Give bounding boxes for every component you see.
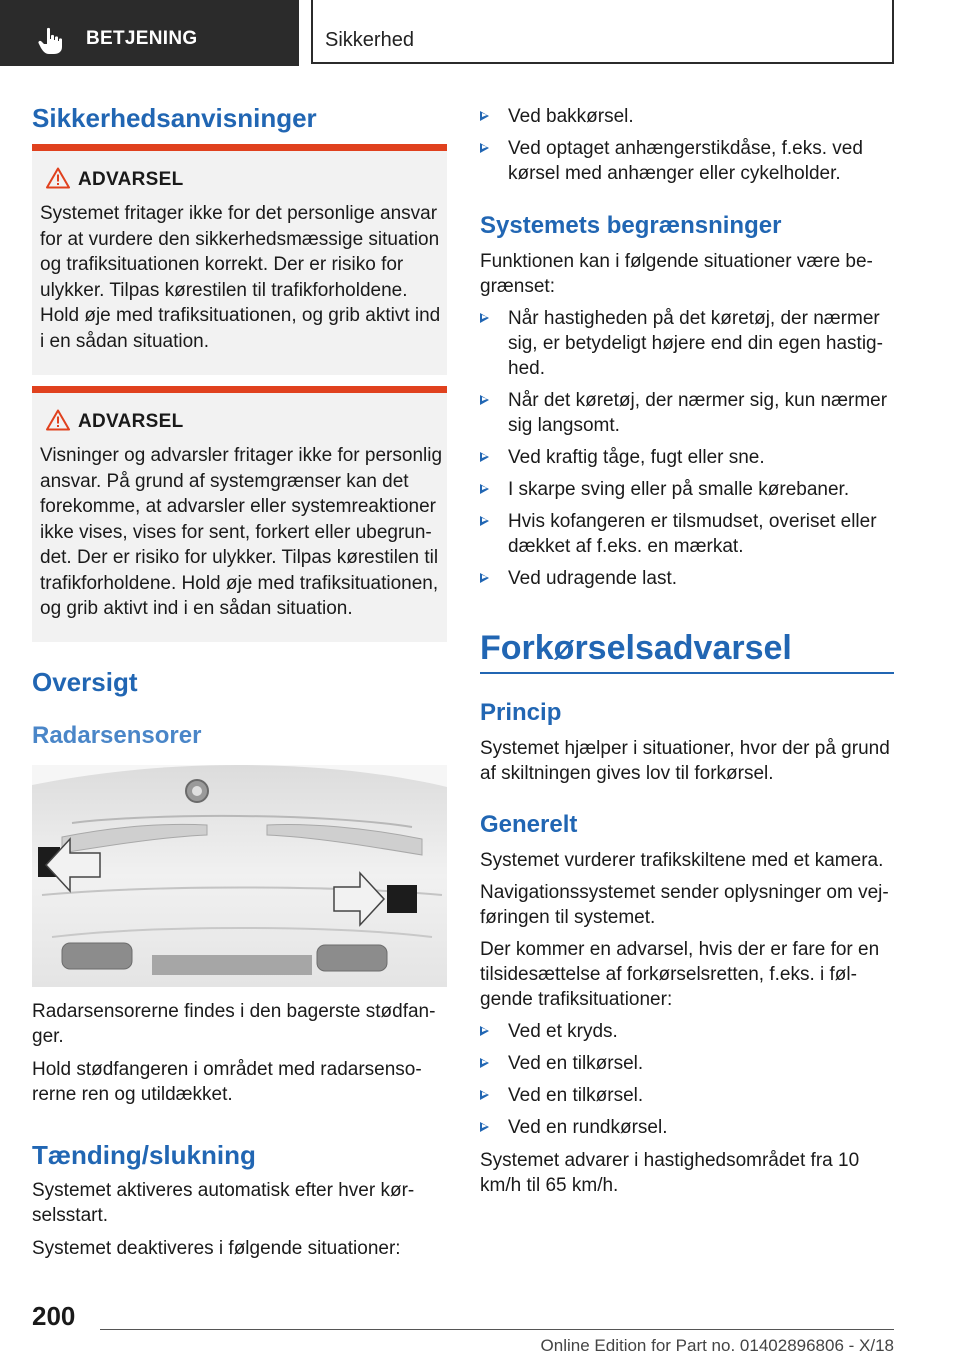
general-list [480,1019,894,1147]
page-number: 200 [32,1301,76,1331]
on-off-text-1: Systemet aktiveres automatisk efter hver kør-selsstart. [32,1180,415,1226]
triangle-bullet-icon [480,484,489,494]
list-item: Ved optaget anhængerstikdåse, f.eks. ved kørsel med anhænger eller cykelholder. [480,136,894,186]
list-item: Når det køretøj, der nærmer sig, kun nærmer sig langsomt. [480,388,894,438]
warning-text: Visninger og advarsler fritager ikke for personlig ansvar. På grund af systemgrænser kan det forekomme, at advarsler eller systemreaktioner ikke vises, vises for sent, forkert eller ubegrun-det. Der er risiko for ulykker. Tilpas kørestilen til trafikforholdene. Hold øje med trafiksituationen, og grib aktivt ind i en sådan situation. [40,445,443,619]
limits-intro: Funktionen kan i følgende situationer være be-grænset: [480,251,873,297]
triangle-bullet-icon [480,573,489,583]
list-item: Ved et kryds. [480,1019,894,1044]
warning-label: ADVARSEL [78,411,184,432]
header-section-label: BETJENING [86,28,198,49]
heading-overview: Oversigt [32,667,138,697]
header-title: Sikkerhed [325,29,414,51]
radar-sensor-illustration [32,765,447,987]
triangle-bullet-icon [480,1122,489,1132]
list-item: Ved bakkørsel. [480,104,894,129]
triangle-bullet-icon [480,1090,489,1100]
triangle-bullet-icon [480,516,489,526]
deactivate-list [480,104,894,193]
list-item: Hvis kofangeren er tilsmudset, overiset eller dækket af f.eks. en mærkat. [480,509,894,559]
warning-icon [46,167,70,189]
list-item: Når hastigheden på det køretøj, der nærmer sig, er betydeligt højere end din egen hastig-hed. [480,306,894,381]
general-text-2: Navigationssystemet sender oplysninger om vej-føringen til systemet. [480,882,889,928]
radar-text-1: Radarsensorerne findes i den bagerste stødfan-ger. [32,1001,436,1047]
triangle-bullet-icon [480,1026,489,1036]
triangle-bullet-icon [480,143,489,153]
principle-text: Systemet hjælper i situationer, hvor der på grund af skiltningen gives lov til forkørsel. [480,738,890,784]
heading-radar: Radarsensorer [32,722,202,749]
heading-underline [480,672,894,674]
triangle-bullet-icon [480,111,489,121]
speed-text: Systemet advarer i hastighedsområdet fra 10 km/h til 65 km/h. [480,1150,860,1196]
warning-box-2 [32,386,447,642]
warning-icon [46,409,70,431]
heading-priority-warning: Forkørselsadvarsel [480,629,792,667]
triangle-bullet-icon [480,1058,489,1068]
heading-general: Generelt [480,811,578,838]
hand-icon [38,27,64,55]
triangle-bullet-icon [480,313,489,323]
on-off-text-2: Systemet deaktiveres i følgende situationer: [32,1238,401,1259]
list-item: Ved en tilkørsel. [480,1051,894,1076]
heading-on-off: Tænding/slukning [32,1140,256,1170]
footer-edition: Online Edition for Part no. 01402896806 - X/18 [540,1336,894,1355]
list-item: Ved en rundkørsel. [480,1115,894,1140]
triangle-bullet-icon [480,452,489,462]
general-text-1: Systemet vurderer trafikskiltene med et kamera. [480,850,884,871]
warning-label: ADVARSEL [78,169,184,190]
heading-limits: Systemets begrænsninger [480,212,782,239]
limits-list [480,306,894,598]
warning-text: Systemet fritager ikke for det personlige ansvar for at vurdere den sikkerhedsmæssige situation og trafiksituationen korrekt. Der er risiko for ulykker. Tilpas kørestilen til trafikforholdene. Hold øje med trafiksituationen, og grib aktivt ind i en sådan situation. [40,203,441,352]
list-item: Ved udragende last. [480,566,894,591]
list-item: Ved kraftig tåge, fugt eller sne. [480,445,894,470]
footer-rule [100,1329,894,1330]
heading-safety: Sikkerhedsanvisninger [32,103,317,133]
triangle-bullet-icon [480,395,489,405]
list-item: Ved en tilkørsel. [480,1083,894,1108]
list-item: I skarpe sving eller på smalle kørebaner. [480,477,894,502]
warning-box-1 [32,144,447,375]
heading-principle: Princip [480,699,562,726]
radar-text-2: Hold stødfangeren i området med radarsenso-rerne ren og utildækket. [32,1059,422,1105]
general-text-3: Der kommer en advarsel, hvis der er fare for en tilsidesættelse af forkørselsretten, f.eks. i føl-gende trafiksituationer: [480,939,880,1010]
